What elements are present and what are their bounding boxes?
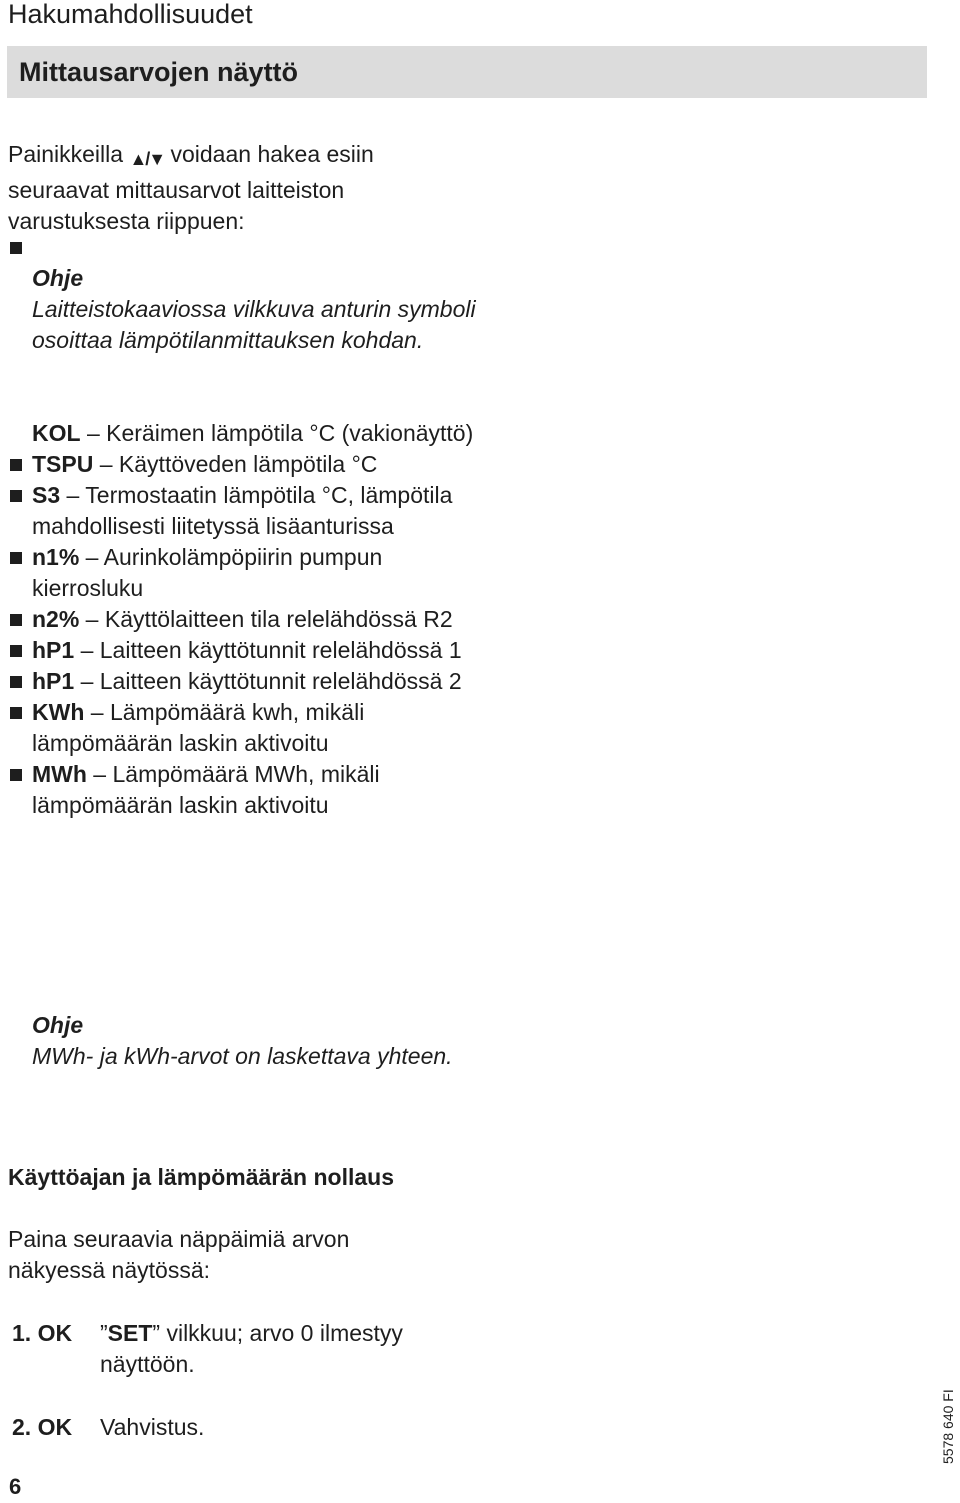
list-item: [8, 604, 478, 635]
section-title: Mittausarvojen näyttö: [19, 57, 299, 87]
bullet-square-icon: [10, 769, 22, 781]
list-item-term: S3: [32, 482, 61, 508]
list-item-term: KWh: [32, 699, 85, 725]
list-item-term: MWh: [32, 761, 87, 787]
list-item-term: n2%: [32, 606, 80, 632]
list-item-text: – Aurinkolämpöpiirin pumpun kierrosluku: [32, 544, 383, 601]
bullet-square-icon: [10, 645, 22, 657]
list-item: [8, 449, 478, 480]
list-item-term: hP1: [32, 637, 75, 663]
bullet-square-icon: [10, 676, 22, 688]
bullet-square-icon: [10, 614, 22, 626]
intro-text-before: Painikkeilla: [8, 141, 130, 167]
up-down-arrow-icon: ▲/▼: [129, 149, 165, 169]
intro-paragraph: [8, 139, 478, 237]
list-item-text: – Laitteen käyttötunnit relelähdössä 2: [74, 668, 462, 694]
note-bullet-row: [8, 232, 478, 263]
intro-text-after: voidaan hakea esiin seuraavat mittausarvot laitteiston varustuksesta riippuen:: [8, 141, 374, 234]
step-2: [12, 1412, 462, 1443]
header-title: Hakumahdollisuudet: [8, 0, 253, 29]
step-text: Vahvistus.: [100, 1414, 205, 1440]
values-list: [8, 418, 478, 821]
bullet-square-icon: [10, 490, 22, 502]
note-heading: Ohje: [32, 265, 84, 291]
note-ohje-1: [8, 232, 478, 356]
list-item-text: – Käyttölaitteen tila relelähdössä R2: [79, 606, 453, 632]
list-item: [8, 418, 478, 449]
reset-section-title: Käyttöajan ja lämpömäärän nollaus: [8, 1164, 395, 1190]
page-number: 6: [9, 1474, 22, 1499]
step-keyword: SET: [107, 1320, 153, 1346]
list-item: [8, 480, 478, 542]
list-item-term: n1%: [32, 544, 80, 570]
step-text: [100, 1318, 462, 1380]
bullet-square-icon: [10, 707, 22, 719]
bullet-square-icon: [10, 242, 22, 254]
step-text-prefix: ”: [100, 1320, 108, 1346]
step-number: 1. OK: [12, 1320, 73, 1346]
reset-intro-text: Paina seuraavia näppäimiä arvon näkyessä näytössä:: [8, 1226, 350, 1283]
step-number: 2. OK: [12, 1414, 73, 1440]
list-item: [8, 666, 478, 697]
list-item-term: TSPU: [32, 451, 94, 477]
document-code: 5578 640 FI: [940, 1389, 956, 1464]
note-heading: Ohje: [32, 1012, 84, 1038]
note-text: MWh- ja kWh-arvot on laskettava yhteen.: [32, 1043, 453, 1069]
bullet-square-icon: [10, 552, 22, 564]
step-text-suffix: ” vilkkuu; arvo 0 ilmestyy näyttöön.: [100, 1320, 403, 1377]
step-1: [12, 1318, 462, 1380]
list-item: [8, 697, 478, 759]
reset-intro: [8, 1224, 428, 1286]
list-item: [8, 759, 478, 821]
list-item-text: – Käyttöveden lämpötila °C: [93, 451, 378, 477]
bullet-square-icon: [10, 459, 22, 471]
section-header: [7, 46, 927, 98]
list-item: [8, 542, 478, 604]
list-item-text: – Termostaatin lämpötila °C, lämpötila mahdollisesti liitetyssä lisäanturissa: [32, 482, 453, 539]
list-item: [8, 635, 478, 666]
list-item-text: – Keräimen lämpötila °C (vakionäyttö): [80, 420, 474, 446]
list-item-term: KOL: [32, 420, 81, 446]
list-item-text: – Laitteen käyttötunnit relelähdössä 1: [74, 637, 462, 663]
list-item-term: hP1: [32, 668, 75, 694]
note-ohje-2: [8, 1010, 478, 1072]
list-item-text: – Lämpömäärä kwh, mikäli lämpömäärän laskin aktivoitu: [32, 699, 365, 756]
note-body: [8, 263, 478, 356]
note-body: [8, 1010, 478, 1072]
note-text: Laitteistokaaviossa vilkkuva anturin symboli osoittaa lämpötilanmittauksen kohdan.: [32, 296, 476, 353]
list-item-text: – Lämpömäärä MWh, mikäli lämpömäärän laskin aktivoitu: [32, 761, 380, 818]
